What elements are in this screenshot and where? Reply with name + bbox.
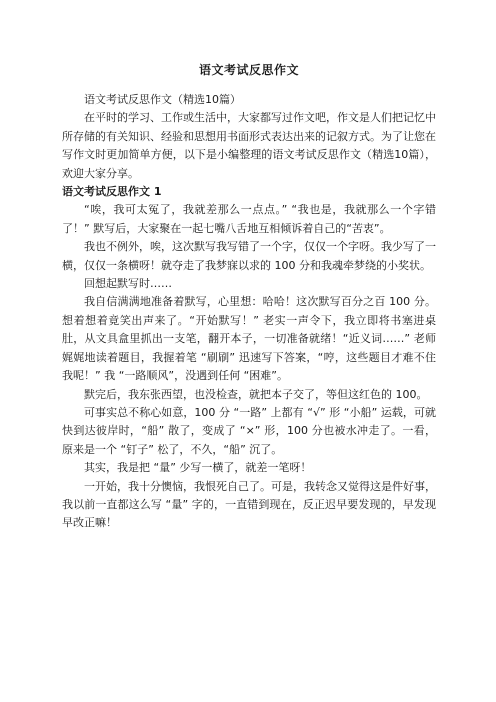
paragraph-1: “唉，我可太冤了，我就差那么一点点。” “我也是，我就那么一个字错了！” 默写后，大家聚在一起七嘴八舌地互相倾诉着自己的“苦衷”。	[62, 203, 436, 235]
intro-paragraph: 在平时的学习、工作或生活中，大家都写过作文吧，作文是人们把记忆中所存储的有关知识、经验和思想用书面形式表达出来的记叙方式。为了让您在写作文时更加简单方便，以下是小编整理的语文考试反思作文（精选10篇），欢迎大家分享。	[62, 111, 436, 180]
section-heading: 语文考试反思作文 1	[62, 185, 162, 199]
intro-heading: 语文考试反思作文（精选10篇）	[84, 93, 241, 106]
paragraph-2: 我也不例外，唉，这次默写我写错了一个字，仅仅一个字呀。我少写了一横，仅仅一条横呀！就夺走了我梦寐以求的 100 分和我魂牵梦绕的小奖状。	[62, 240, 436, 272]
paragraph-4: 我自信满满地准备着默写，心里想：哈哈！这次默写百分之百 100 分。想着想着竟笑出声来了。“开始默写！” 老实一声令下，我立即将书塞进桌肚，从文具盒里抓出一支笔，翻开本子，一切准备就绪！“近义词……” 老师娓娓地读着题目，我握着笔 “刷刷” 迅速写下答案，“哼，这些题目才难不住我呢！” 我 “一路顺风”，没遇到任何 “困难”。	[62, 295, 436, 383]
document-title: 语文考试反思作文	[198, 63, 299, 77]
paragraph-3: 回想起默写时……	[84, 277, 172, 291]
paragraph-6: 可事实总不称心如意，100 分 “一路” 上都有 “√” 形 “小船” 运载，可就快到达彼岸时，“船” 散了，变成了 “×” 形，100 分也被水冲走了。一看，原来是一个 “钉子” 松了，不久，“船” 沉了。	[62, 405, 436, 456]
paragraph-8: 一开始，我十分懊恼，我恨死自己了。可是，我转念又觉得这是件好事，我以前一直都这么写 “量” 字的，一直错到现在，反正迟早要发现的，早发现早改正嘛！	[62, 479, 436, 530]
paragraph-5: 默完后，我东张西望，也没检查，就把本子交了，等但这红色的 100。	[84, 387, 428, 401]
document-body	[62, 91, 436, 533]
paragraph-7: 其实，我是把 “量” 少写一横了，就差一笔呀！	[84, 461, 312, 475]
